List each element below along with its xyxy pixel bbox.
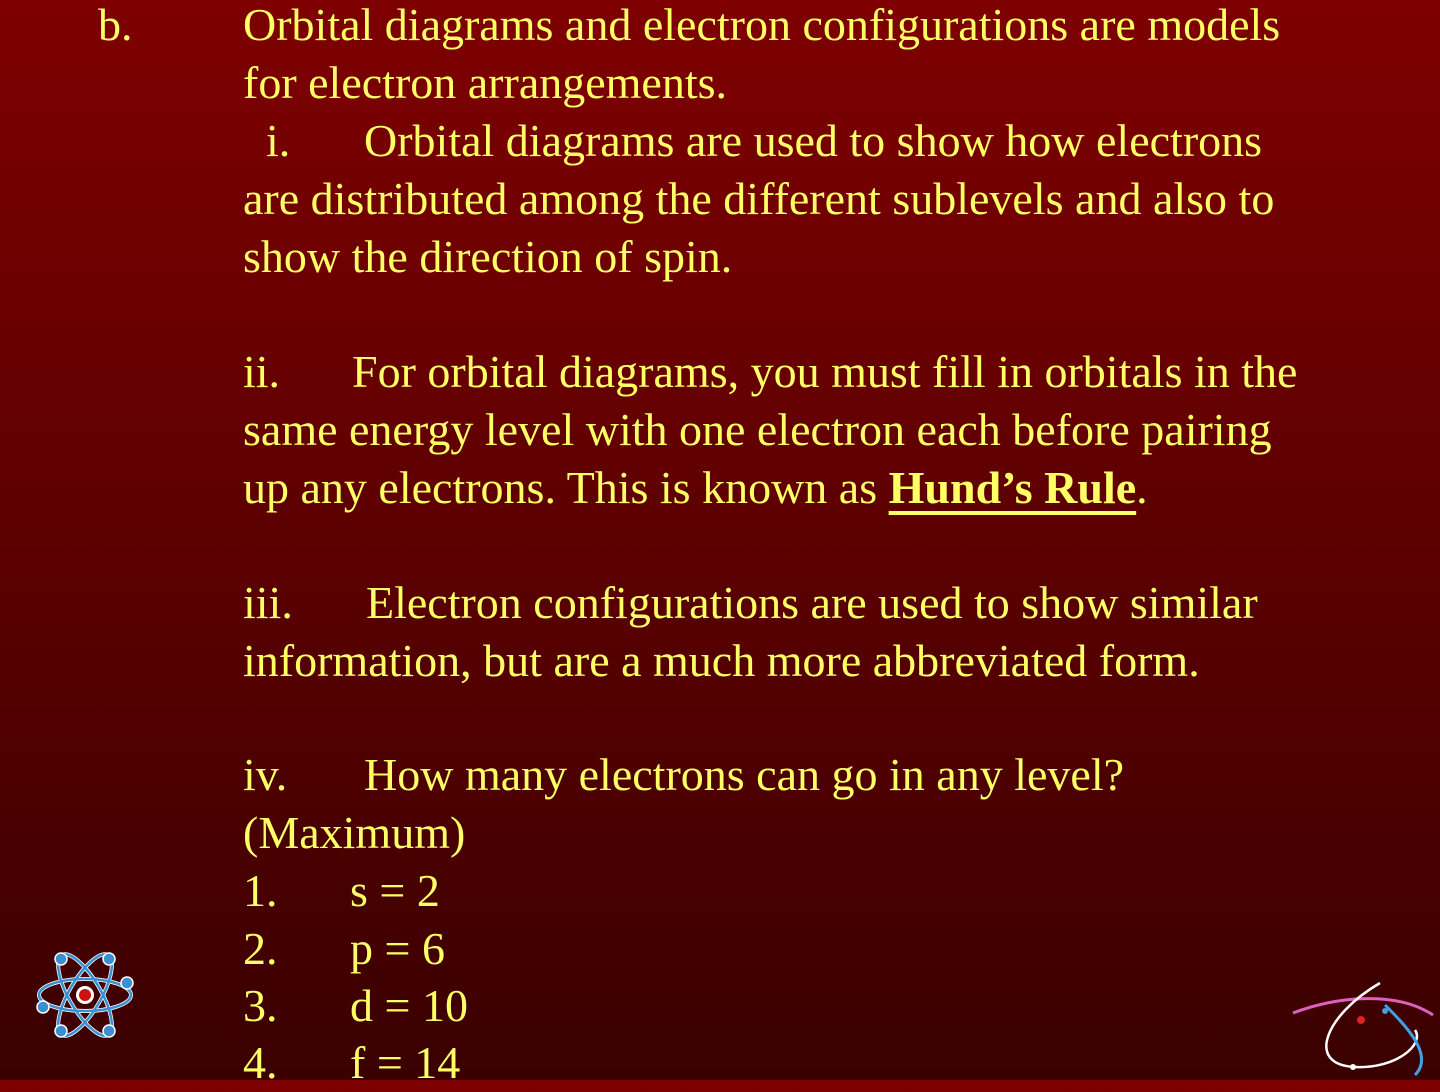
orbit-swirl-icon bbox=[1285, 975, 1435, 1080]
point-iii-line-1: Electron configurations are used to show similar bbox=[366, 577, 1258, 628]
level-2-number: 2. bbox=[243, 923, 278, 974]
point-i-marker: i. bbox=[266, 115, 291, 166]
level-4-number: 4. bbox=[243, 1037, 278, 1088]
point-ii-line-1: For orbital diagrams, you must fill in orbitals in the bbox=[352, 346, 1298, 397]
level-1-value: s = 2 bbox=[350, 865, 440, 916]
point-iv-marker: iv. bbox=[243, 749, 288, 800]
point-i-line-1: Orbital diagrams are used to show how electrons bbox=[364, 115, 1263, 166]
point-iii-marker: iii. bbox=[243, 577, 293, 628]
point-iii-line-2: information, but are a much more abbreviated form. bbox=[243, 635, 1200, 686]
point-ii-line-2: same energy level with one electron each before pairing bbox=[243, 404, 1272, 455]
level-4-value: f = 14 bbox=[350, 1037, 461, 1088]
level-3-number: 3. bbox=[243, 980, 278, 1031]
point-ii-line-3-pre: up any electrons. This is known as bbox=[243, 462, 889, 513]
level-3-value: d = 10 bbox=[350, 980, 468, 1031]
point-ii-marker: ii. bbox=[243, 346, 281, 397]
point-iv-line-1: How many electrons can go in any level? bbox=[364, 749, 1125, 800]
point-i-line-3: show the direction of spin. bbox=[243, 231, 733, 282]
level-2-value: p = 6 bbox=[350, 923, 445, 974]
level-1-number: 1. bbox=[243, 865, 278, 916]
point-i-line-2: are distributed among the different sublevels and also to bbox=[243, 173, 1275, 224]
atom-icon bbox=[35, 945, 135, 1045]
intro-line-1: Orbital diagrams and electron configurations are models bbox=[243, 0, 1281, 50]
hunds-rule-term: Hund’s Rule bbox=[888, 462, 1137, 513]
point-iv-line-2: (Maximum) bbox=[243, 807, 466, 858]
point-ii-line-3 bbox=[243, 459, 1148, 517]
item-marker-b: b. bbox=[98, 0, 133, 50]
intro-line-2: for electron arrangements. bbox=[243, 57, 728, 108]
point-ii-line-3-post: . bbox=[1136, 462, 1148, 513]
